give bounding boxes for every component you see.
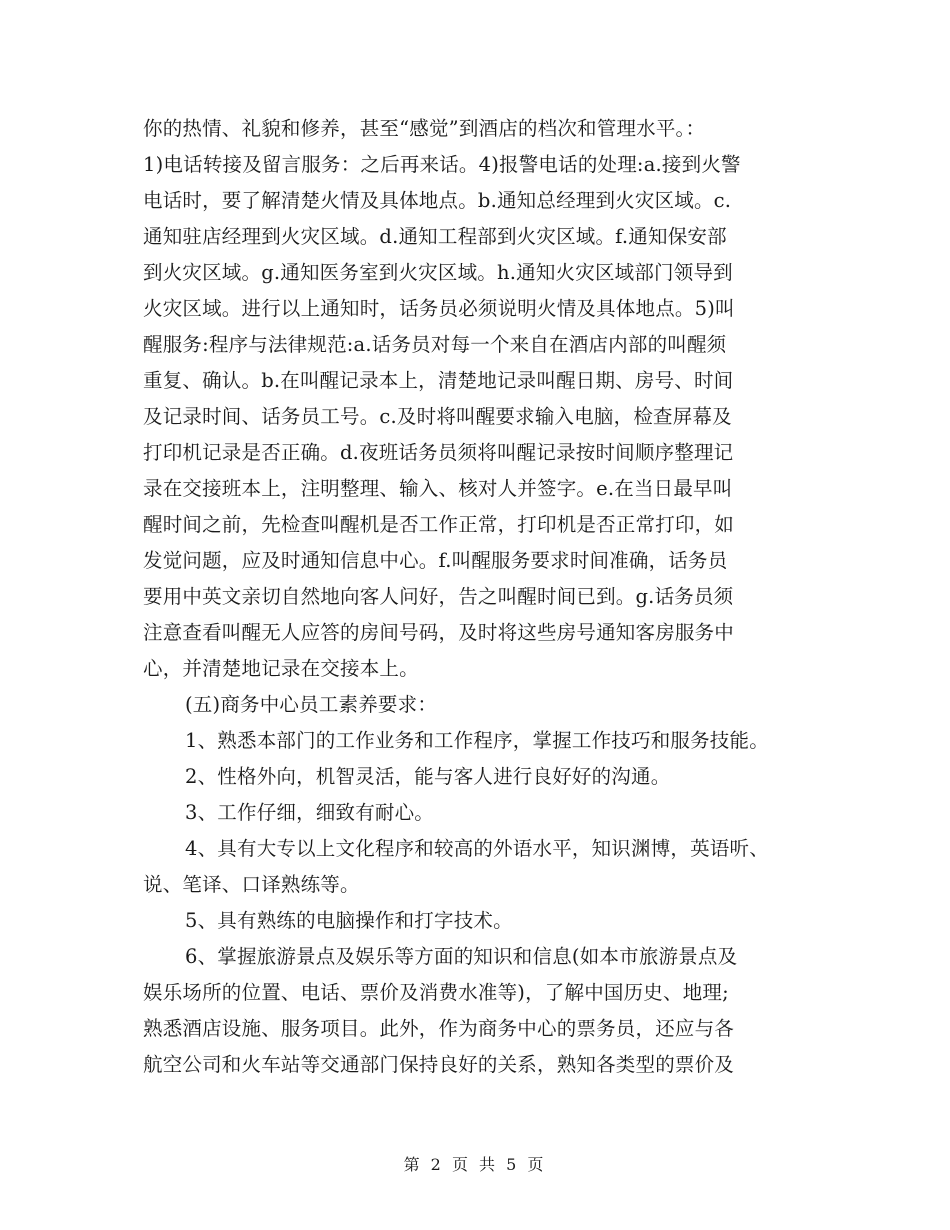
body-text-line: 你的热情、礼貌和修养，甚至“感觉”到酒店的档次和管理水平。：	[143, 117, 706, 140]
body-text-line: 1)电话转接及留言服务：之后再来话。4)报警电话的处理:a.接到火警	[143, 153, 741, 176]
body-text-line: 通知驻店经理到火灾区域。d.通知工程部到火灾区域。f.通知保安部	[143, 225, 727, 248]
list-item-continuation: 说、笔译、口译熟练等。	[143, 873, 360, 896]
body-text-line: 电话时，要了解清楚火情及具体地点。b.通知总经理到火灾区域。c.	[143, 189, 732, 212]
list-item: 6、掌握旅游景点及娱乐等方面的知识和信息(如本市旅游景点及	[185, 945, 738, 968]
body-text-line: 要用中英文亲切自然地向客人问好，告之叫醒时间已到。g.话务员须	[143, 585, 734, 608]
body-text-line: 及记录时间、话务员工号。c.及时将叫醒要求输入电脑，检查屏幕及	[143, 405, 732, 428]
list-item-continuation: 熟悉酒店设施、服务项目。此外，作为商务中心的票务员，还应与各	[143, 1017, 735, 1040]
list-item: 4、具有大专以上文化程序和较高的外语水平，知识渊博，英语听、	[185, 837, 769, 860]
section-heading: (五)商务中心员工素养要求：	[185, 693, 438, 716]
list-item: 5、具有熟练的电脑操作和打字技术。	[185, 909, 513, 932]
body-text-line: 醒服务:程序与法律规范:a.话务员对每一个来自在酒店内部的叫醒须	[143, 333, 727, 356]
list-item-continuation: 航空公司和火车站等交通部门保持良好的关系，熟知各类型的票价及	[143, 1053, 735, 1076]
body-text-line: 录在交接班本上，注明整理、输入、核对人并签字。e.在当日最早叫	[143, 477, 733, 500]
body-text-line: 发觉问题，应及时通知信息中心。f.叫醒服务要求时间准确，话务员	[143, 549, 728, 572]
list-item-continuation: 娱乐场所的位置、电话、票价及消费水准等)，了解中国历史、地理;	[143, 981, 729, 1004]
body-text-line: 重复、确认。b.在叫醒记录本上，清楚地记录叫醒日期、房号、时间	[143, 369, 734, 392]
list-item: 2、性格外向，机智灵活，能与客人进行良好好的沟通。	[185, 765, 671, 788]
body-text-line: 打印机记录是否正确。d.夜班话务员须将叫醒记录按时间顺序整理记	[143, 441, 734, 464]
body-text-line: 注意查看叫醒无人应答的房间号码，及时将这些房号通知客房服务中	[143, 621, 735, 644]
body-text-line: 火灾区域。进行以上通知时，话务员必须说明火情及具体地点。5)叫	[143, 297, 735, 320]
page-number-footer: 第 2 页 共 5 页	[403, 1155, 547, 1174]
list-item: 3、工作仔细，细致有耐心。	[185, 801, 435, 824]
body-text-line: 醒时间之前，先检查叫醒机是否工作正常，打印机是否正常打印，如	[143, 513, 735, 536]
list-item: 1、熟悉本部门的工作业务和工作程序，掌握工作技巧和服务技能。	[185, 729, 769, 752]
body-text-line: 到火灾区域。g.通知医务室到火灾区域。h.通知火灾区域部门领导到	[143, 261, 733, 284]
body-text-line: 心，并清楚地记录在交接本上。	[143, 657, 419, 680]
